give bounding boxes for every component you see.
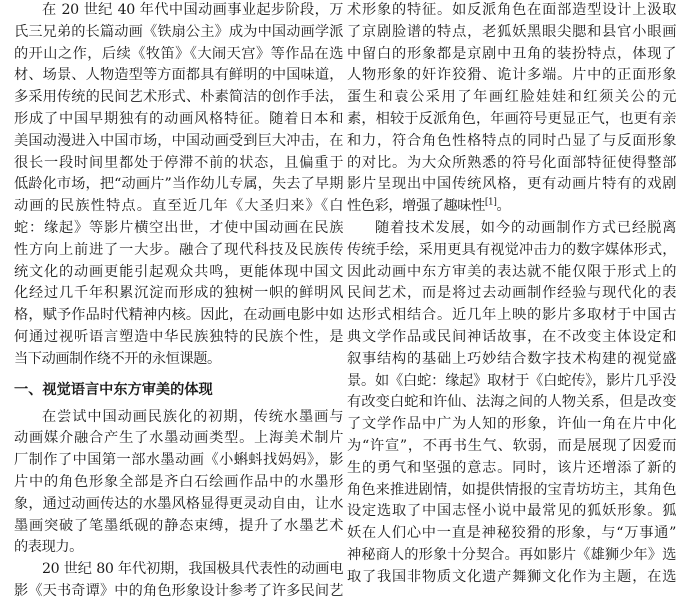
paragraph-1980s <box>14 559 343 603</box>
text-line: 和力，符合角色性格特点的同时凸显了与反面形象 <box>347 132 676 149</box>
text-line: 的表现力。 <box>14 539 83 556</box>
text-line: 象，通过动画传达的水墨风格显得更灵动自由，让水 <box>14 495 343 512</box>
text-line: 了文学作品中广为人知的形象，许仙一角在片中化 <box>347 416 676 433</box>
paragraph-digital-media <box>347 218 676 589</box>
citation-marker: [1] <box>484 197 497 208</box>
text-line: 美国动漫进入中国市场，中国动画受到巨大冲击，在 <box>14 132 343 149</box>
text-line: 随着技术发展，如今的动画制作方式已经脱离 <box>375 219 676 236</box>
text-line: 为“许宣”，不再书生气、软弱，而是展现了因爱而 <box>347 437 676 454</box>
text-line: 格，赋予作品时代精神内核。因此，在动画电影中如 <box>14 307 343 324</box>
text-line: 典文学作品或民间神话故事，在不改变主体设定和 <box>347 328 676 345</box>
text-line: 神秘商人的形象十分契合。再如影片《雄狮少年》选 <box>347 546 676 563</box>
text-line: 低龄化市场，把“动画片”当作幼儿专属，失去了早期 <box>14 176 343 193</box>
text-line: 厂制作了中国第一部水墨动画《小蝌蚪找妈妈》，影 <box>14 452 343 469</box>
text-line: 因此动画中东方审美的表达就不能仅限于形式上的 <box>347 263 676 280</box>
text-line: 叙事结构的基础上巧妙结合数字技术构建的视觉盛 <box>347 350 676 367</box>
text-line: 化经过几千年积累沉淀而形成的独树一帜的鲜明风 <box>14 285 343 302</box>
text-line: 在尝试中国动画民族化的初期，传统水墨画与 <box>42 408 343 425</box>
section-heading: 一、视觉语言中东方审美的体现 <box>14 381 213 398</box>
text-line: 的对比。为大众所熟悉的符号化面部特征使得整部 <box>347 154 676 171</box>
text-line: 蛋生和袁公采用了年画红脸娃娃和红须关公的元 <box>347 89 676 106</box>
paragraph-character-design <box>347 0 676 218</box>
text-line: 统文化的动画更能引起观众共鸣，更能体现中国文 <box>14 263 343 280</box>
text-line: 角色来推进剧情，如提供情报的宝青坊坊主，其角色 <box>347 481 676 498</box>
text-run: 。 <box>496 198 511 215</box>
text-line: 景。如《白蛇：缘起》取材于《白蛇传》，影片几乎没 <box>347 372 676 389</box>
text-line: 蛇：缘起》等影片横空出世，才使中国动画在民族 <box>14 219 343 236</box>
paragraph-ink-animation <box>14 407 343 560</box>
text-line: 取了我国非物质文化遗产舞狮文化作为主题，在选 <box>347 568 676 585</box>
text-line: 生的勇气和坚强的意志。同时，该片还增添了新的 <box>347 459 676 476</box>
text-line: 氏三兄弟的长篇动画《铁扇公主》成为中国动画学派 <box>14 23 343 40</box>
text-line: 性方向上前进了一大步。融合了现代科技及民族传 <box>14 241 343 258</box>
text-line: 的开山之作，后续《牧笛》《大闹天宫》等作品在选 <box>14 45 343 62</box>
text-run: 性色彩，增强了趣味性 <box>347 198 485 215</box>
text-line: 有改变白蛇和许仙、法海之间的人物关系，但是改变 <box>347 394 676 411</box>
text-line <box>347 196 676 218</box>
text-line: 素，相较于反派角色，年画符号更显正气，也更有亲 <box>347 110 676 127</box>
text-line: 动画的民族性特点。直至近几年《大圣归来》《白 <box>14 198 343 215</box>
text-line: 设定选取了中国志怪小说中最常见的狐妖形象。狐 <box>347 503 676 520</box>
text-line: 妖在人们心中一直是神秘狡猾的形象，与“万事通” <box>347 525 676 542</box>
text-line: 人物形象的奸诈狡猾、诡计多端。片中的正面形象 <box>347 67 676 84</box>
text-line: 很长一段时间里都处于停滞不前的状态，且偏重于 <box>14 154 343 171</box>
text-line: 动画媒介融合产生了水墨动画类型。上海美术制片 <box>14 430 343 447</box>
text-line: 达形式相结合。近几年上映的影片多取材于中国古 <box>347 307 676 324</box>
paragraph-intro <box>14 0 343 371</box>
text-line: 材、场景、人物造型等方面都具有鲜明的中国味道， <box>14 67 343 84</box>
text-line: 民间艺术，而是将过去动画制作经验与现代化的表 <box>347 285 676 302</box>
text-line: 多采用传统的民间艺术形式、朴素简洁的创作手法， <box>14 89 343 106</box>
text-line: 中留白的形象都是京剧中丑角的装扮特点，体现了 <box>347 45 676 62</box>
text-line: 在 20 世纪 40 年代中国动画事业起步阶段，万 <box>42 2 343 18</box>
text-line: 墨画突破了笔墨纸砚的静态束缚，提升了水墨艺术 <box>14 517 343 534</box>
text-line: 影片呈现出中国传统风格，更有动画片特有的戏剧 <box>347 176 676 193</box>
text-line: 当下动画制作绕不开的永恒课题。 <box>14 350 221 367</box>
text-line: 何通过视听语言塑造中华民族独特的民族个性，是 <box>14 328 343 345</box>
text-line: 传统手绘，采用更具有视觉冲击力的数字媒体形式， <box>347 241 676 258</box>
text-line: 了京剧脸谱的特点，老狐妖黑眼尖腮和县官小眼画 <box>347 23 676 40</box>
text-line: 术形象的特征。如反派角色在面部造型设计上汲取 <box>347 2 676 18</box>
text-line: 片中的角色形象全部是齐白石绘画作品中的水墨形 <box>14 473 343 490</box>
text-line: 影《天书奇谭》中的角色形象设计参考了许多民间艺 <box>14 582 343 599</box>
text-line: 20 世纪 80 年代初期，我国极具代表性的动画电 <box>42 561 343 578</box>
right-column <box>347 0 676 589</box>
text-line: 形成了中国早期独有的动画风格特征。随着日本和 <box>14 110 343 127</box>
left-column <box>14 0 343 603</box>
